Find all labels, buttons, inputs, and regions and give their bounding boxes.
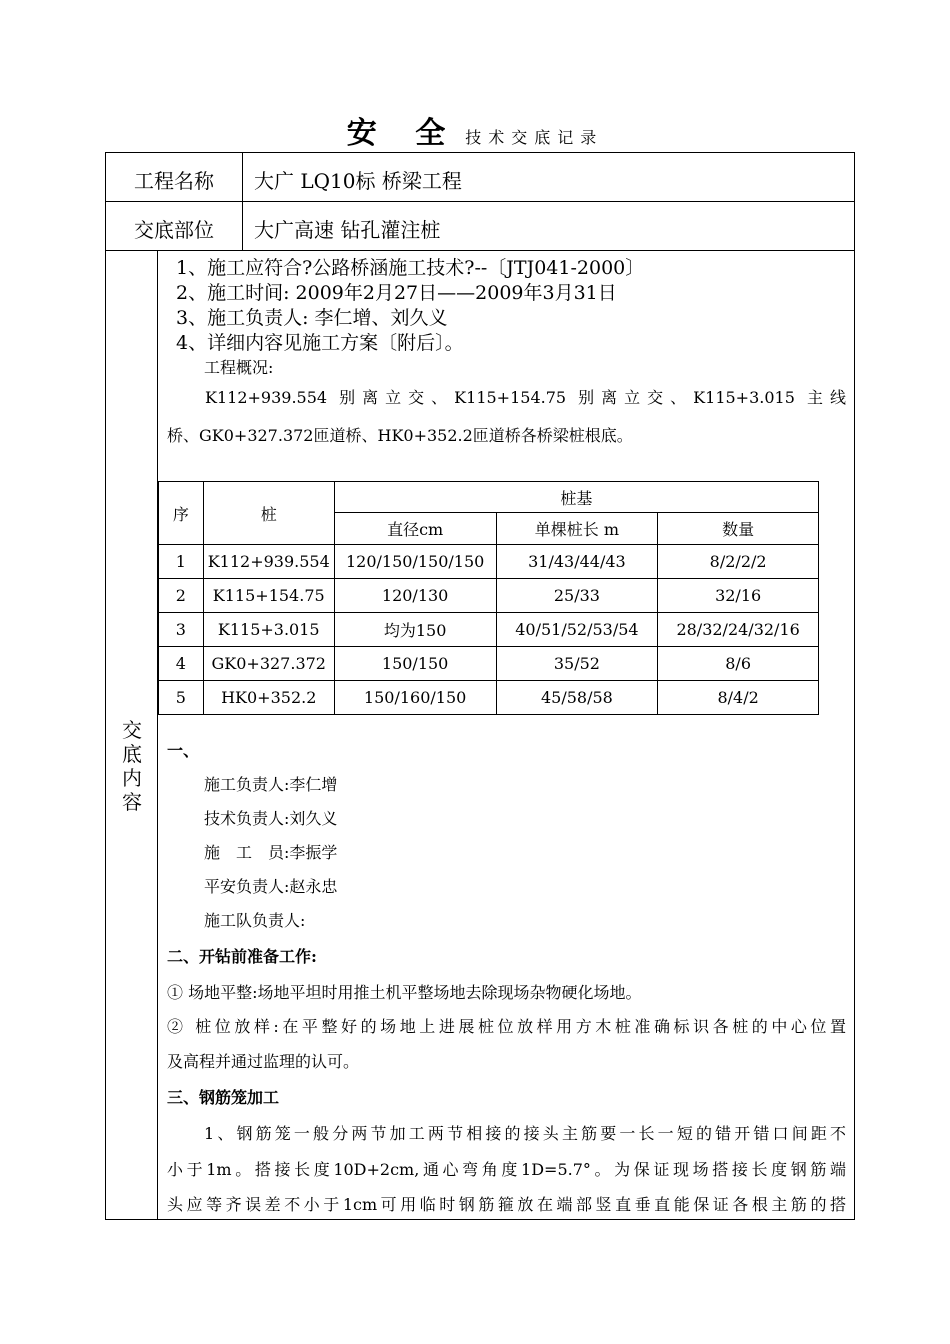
- table-row: [159, 613, 819, 647]
- document-title: [0, 108, 950, 152]
- table-cell: 120/130: [334, 579, 496, 613]
- list-item: 3、施工负责人: 李仁增、刘久义: [176, 307, 448, 329]
- header-group: 桩基: [334, 482, 818, 513]
- personnel-line: 技术负责人:刘久义: [204, 809, 338, 828]
- title-sub: 技术交底记录: [465, 128, 604, 147]
- table-cell: 1: [159, 545, 204, 579]
- header-diameter: 直径cm: [334, 513, 496, 545]
- header-pile: 桩: [203, 482, 334, 545]
- section2-paragraph: ① 场地平整:场地平坦时用推土机平整场地去除现场杂物硬化场地。: [167, 983, 642, 1002]
- table-cell: 2: [159, 579, 204, 613]
- section1-heading: 一、: [167, 741, 200, 760]
- side-char: 内: [122, 766, 142, 790]
- part-label: 交底部位: [134, 218, 214, 242]
- table-cell: 8/6: [658, 647, 819, 681]
- table-row: [159, 579, 819, 613]
- section3-line: 小于1m。搭接长度10D+2cm,通心弯角度1D=5.7°。为保证现场搭接长度钢筋端: [167, 1160, 846, 1179]
- table-cell: 25/33: [496, 579, 658, 613]
- section2-paragraph: ② 桩位放样:在平整好的场地上进展桩位放样用方木桩准确标识各桩的中心位置: [167, 1017, 846, 1036]
- table-cell: K112+939.554: [203, 545, 334, 579]
- overview-heading: 工程概况:: [204, 358, 274, 377]
- table-cell: 31/43/44/43: [496, 545, 658, 579]
- table-cell: 35/52: [496, 647, 658, 681]
- personnel-line: 施 工 员:李振学: [204, 843, 338, 862]
- list-item: 2、施工时间: 2009年2月27日——2009年3月31日: [176, 282, 617, 304]
- table-cell: GK0+327.372: [203, 647, 334, 681]
- side-char: 底: [122, 742, 142, 766]
- overview-line: 桥、GK0+327.372匝道桥、HK0+352.2匝道桥各桥梁桩根底。: [167, 426, 633, 445]
- table-cell: 3: [159, 613, 204, 647]
- header-length: 单棵桩长 m: [496, 513, 658, 545]
- overview-text: [167, 379, 846, 455]
- header-quantity: 数量: [658, 513, 819, 545]
- overview-line: K112+939.554 别离立交、K115+154.75 别离立交、K115+3.015 主线: [205, 388, 846, 407]
- table-header-row: [159, 482, 819, 513]
- table-cell: 8/2/2/2: [658, 545, 819, 579]
- side-char: 容: [122, 790, 142, 814]
- part-value: 大广高速 钻孔灌注桩: [254, 218, 441, 242]
- content-side-label: [106, 718, 158, 814]
- table-row: [159, 647, 819, 681]
- personnel-line: 平安负责人:赵永忠: [204, 877, 338, 896]
- label-divider: [242, 153, 243, 250]
- table-row: [159, 681, 819, 715]
- table-cell: 4: [159, 647, 204, 681]
- section3-line: 头应等齐误差不小于1cm可用临时钢筋箍放在端部竖直垂直能保证各根主筋的搭: [167, 1195, 846, 1214]
- personnel-line: 施工负责人:李仁增: [204, 775, 338, 794]
- list-item: 1、施工应符合?公路桥涵施工技术?--〔JTJ041-2000〕: [176, 257, 645, 279]
- section3-line: 1、钢筋笼一般分两节加工两节相接的接头主筋要一长一短的错开错口间距不: [204, 1124, 846, 1143]
- list-item: 4、详细内容见施工方案〔附后〕。: [176, 332, 464, 354]
- table-cell: 5: [159, 681, 204, 715]
- table-cell: 28/32/24/32/16: [658, 613, 819, 647]
- table-cell: 32/16: [658, 579, 819, 613]
- table-row: [159, 545, 819, 579]
- section2-paragraph: 及高程并通过监理的认可。: [167, 1052, 360, 1071]
- row-divider: [106, 201, 854, 202]
- table-cell: K115+3.015: [203, 613, 334, 647]
- personnel-line: 施工队负责人:: [204, 911, 306, 930]
- table-cell: 40/51/52/53/54: [496, 613, 658, 647]
- section3-heading: 三、钢筋笼加工: [167, 1088, 280, 1107]
- table-cell: K115+154.75: [203, 579, 334, 613]
- table-cell: 150/150: [334, 647, 496, 681]
- content-area: [158, 251, 854, 1219]
- table-cell: 45/58/58: [496, 681, 658, 715]
- project-name-value: 大广 LQ10标 桥梁工程: [254, 169, 462, 193]
- header-seq: 序: [159, 482, 204, 545]
- project-name-label: 工程名称: [134, 169, 214, 193]
- table-cell: HK0+352.2: [203, 681, 334, 715]
- title-main: 安 全: [346, 116, 460, 151]
- table-cell: 120/150/150/150: [334, 545, 496, 579]
- table-cell: 150/160/150: [334, 681, 496, 715]
- record-form: [105, 152, 855, 1220]
- side-char: 交: [122, 718, 142, 742]
- table-cell: 均为150: [334, 613, 496, 647]
- pile-table: [158, 481, 819, 715]
- section2-heading: 二、开钻前准备工作:: [167, 947, 317, 966]
- table-cell: 8/4/2: [658, 681, 819, 715]
